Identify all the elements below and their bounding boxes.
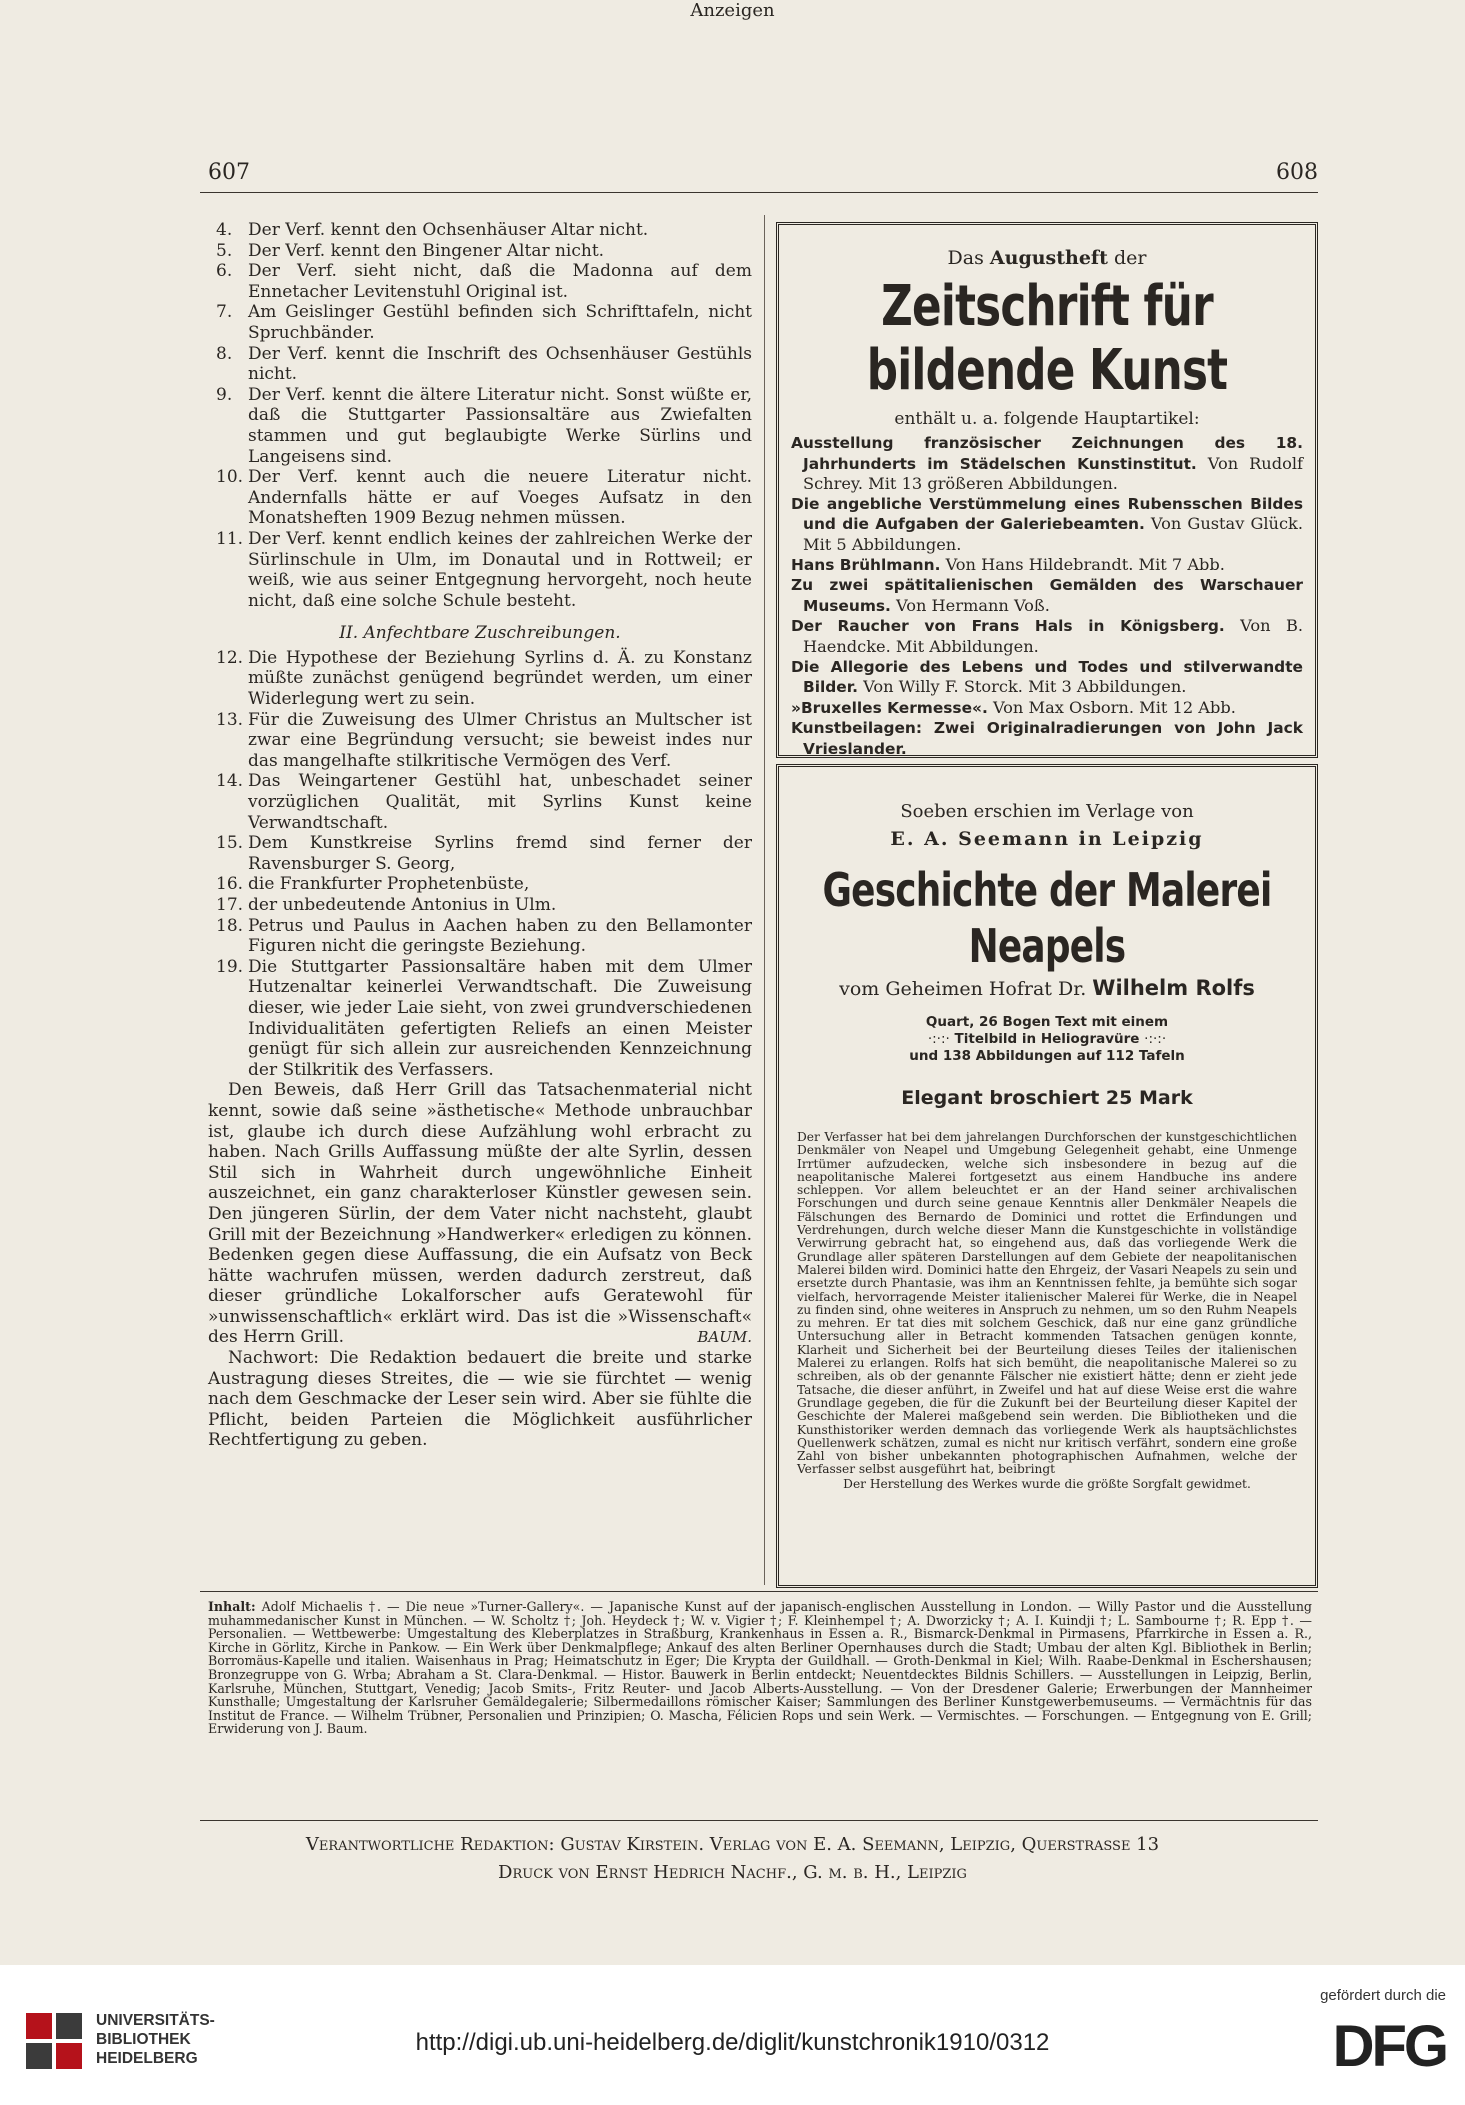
ad1-title: Zeitschrift für bildende Kunst	[866, 274, 1228, 403]
item-text: Der Verf. kennt endlich keines der zahlreichen Werke der Sürlinschule in Ulm, im Donautal und in Rottweil; er weiß, wie aus seiner Entgegnung hervorgeht, noch heute nicht, daß eine solche Schule besteht.	[248, 528, 752, 611]
section-heading: II. Anfechtbare Zuschreibungen.	[339, 623, 621, 644]
body-paragraph-text: Den Beweis, daß Herr Grill das Tatsachenmaterial nicht kennt, sowie daß seine »ästhetische« Methode unbrauchbar ist, glaube ich durch diese Aufzählung wohl erbracht zu haben. Nach Grills Auffassung müßte der alte Syrlin, dessen Stil sich in Wahrheit durch ungewöhnliche Einheit auszeichnet, ein ganz charakterloser Künstler gewesen sein. Den jüngeren Sürlin, der dem Vater nicht nachsteht, glaubt Grill mit der Bezeichnung »Handwerker« erledigen zu können. Bedenken gegen diese Auffassung, die ein Aufsatz von Beck hätte wachrufen müssen, werden dadurch zerstreut, daß dieser gründliche Lokalforscher aufs Geratewohl für »unwissenschaftlich« erklärt wird. Das ist die »Wissenschaft« des Herrn Grill.	[208, 1080, 752, 1348]
library-name-line1: UNIVERSITÄTS-	[96, 2012, 215, 2029]
ad2-title: Geschichte der Malerei Neapels	[822, 863, 1272, 973]
ad1-article-title: Ausstellung französischer Zeichnungen des 18. Jahrhunderts im Städelschen Kunstinstitut.	[791, 434, 1303, 473]
ad1-article-credit: Von Willy F. Storck. Mit 3 Abbildungen.	[863, 677, 1187, 697]
numbered-item	[208, 771, 752, 833]
numbered-item	[208, 302, 752, 343]
library-name-line3: HEIDELBERG	[96, 2050, 198, 2067]
item-number: 18.	[216, 915, 244, 936]
left-column	[208, 220, 752, 1451]
ad1-article-credit: Von Rudolf Schrey. Mit 13 größeren Abbildungen.	[803, 453, 1303, 494]
library-name-line2: BIBLIOTHEK	[96, 2031, 191, 2048]
numbered-item	[208, 833, 752, 874]
funding-note: gefördert durch die	[1320, 1987, 1446, 2004]
ad2-spec-2-text: Titelbild in Heliogravüre	[954, 1031, 1140, 1047]
item-text: Der Verf. sieht nicht, daß die Madonna auf dem Ennetacher Levitenstuhl Original ist.	[248, 261, 752, 302]
imprint-rule	[200, 1820, 1318, 1821]
numbered-item	[208, 916, 752, 957]
item-number: 11.	[216, 528, 244, 549]
numbered-item	[208, 895, 752, 916]
ad1-subtitle: enthält u. a. folgende Hauptartikel:	[894, 409, 1200, 429]
ad1-article-credit: Von Gustav Glück. Mit 5 Abbildungen.	[803, 514, 1303, 554]
numbered-item	[208, 344, 752, 385]
item-text: Dem Kunstkreise Syrlins fremd sind ferner der Ravensburger S. Georg,	[248, 833, 752, 874]
ad1-article	[791, 494, 1303, 555]
ad1-article-credit: Von Hans Hildebrandt. Mit 7 Abb.	[945, 554, 1225, 574]
ad1-article	[791, 718, 1303, 759]
ad2-spec-3: und 138 Abbildungen auf 112 Tafeln	[909, 1048, 1185, 1064]
item-text: die Frankfurter Prophetenbüste,	[248, 874, 530, 895]
numbered-item	[208, 957, 752, 1081]
ad1-intro	[779, 247, 1315, 269]
running-head: Anzeigen	[690, 0, 775, 21]
ad1-article-list	[779, 433, 1315, 760]
item-number: 12.	[216, 647, 244, 668]
ad1-intro-a: Das	[947, 247, 984, 269]
item-number: 17.	[216, 895, 244, 915]
source-url[interactable]: http://digi.ub.uni-heidelberg.de/diglit/kunstchronik1910/0312	[415, 2029, 1050, 2056]
advertisement-book	[776, 764, 1318, 1588]
ad1-article-credit: Von Max Osborn. Mit 12 Abb.	[992, 697, 1236, 717]
ad1-intro-c: der	[1113, 247, 1147, 269]
ad2-spec-1: Quart, 26 Bogen Text mit einem	[925, 1014, 1169, 1030]
ad2-price: Elegant broschiert 25 Mark	[901, 1087, 1193, 1109]
numbered-item	[208, 241, 752, 262]
ad1-article-title: Die angebliche Verstümmelung eines Rubensschen Bildes und die Aufgaben der Galeriebeamten.	[791, 494, 1303, 534]
numbered-item	[208, 710, 752, 772]
numbered-item	[208, 220, 752, 241]
ad1-article-credit: Von B. Haendcke. Mit Abbildungen.	[803, 616, 1303, 656]
ad2-publisher: E. A. Seemann in Leipzig	[890, 828, 1204, 850]
numbered-item	[208, 529, 752, 611]
ad2-closing: Der Herstellung des Werkes wurde die größte Sorgfalt gewidmet.	[843, 1476, 1251, 1491]
page-number-left: 607	[208, 160, 250, 185]
ad1-article-title: Zu zwei spätitalienischen Gemälden des Warschauer Museums.	[791, 576, 1303, 615]
item-number: 16.	[216, 874, 244, 895]
item-number: 19.	[216, 956, 244, 977]
item-text: Am Geislinger Gestühl befinden sich Schrifttafeln, nicht Spruchbänder.	[248, 302, 752, 343]
digitization-footer	[0, 1965, 1465, 2105]
imprint-editorial: Verantwortliche Redaktion: Gustav Kirstein. Verlag von E. A. Seemann, Leipzig, Querstraße 13	[305, 1834, 1160, 1855]
numbered-item	[208, 874, 752, 895]
ad1-article-title: Kunstbeilagen: Zwei Originalradierungen von John Jack Vrieslander.	[791, 719, 1303, 758]
ad2-spec-2: ·:·:· Titelbild in Heliogravüre ·:·:·	[927, 1031, 1167, 1047]
contents-rule	[200, 1591, 1318, 1592]
item-number: 9.	[216, 384, 233, 405]
ad1-article-title: »Bruxelles Kermesse«.	[791, 698, 988, 717]
numbered-item	[208, 385, 752, 467]
item-text: Der Verf. kennt den Ochsenhäuser Altar nicht.	[248, 220, 649, 240]
item-text: Die Stuttgarter Passionsaltäre haben mit dem Ulmer Hutzenaltar keinerlei Verwandtschaft. Die Zuweisung dieser, wie jeder Laie sieht, von zwei grundverschiedenen Individualitäten gefertigten Reliefs an einen Meister genügt für sich allein zur ausreichenden Kennzeichnung der Stilkritik des Verfassers.	[248, 956, 752, 1080]
author-signature: BAUM.	[697, 1328, 752, 1347]
item-text: Der Verf. kennt die ältere Literatur nicht. Sonst wüßte er, daß die Stuttgarter Passionsaltäre aus Zwiefalten stammen und gut beglaubigte Werke Sürlins und Langeisens sind.	[248, 384, 752, 467]
ad1-article	[791, 616, 1303, 656]
item-number: 15.	[216, 833, 244, 854]
ad2-line1: Soeben erschien im Verlage von	[900, 801, 1194, 822]
issue-contents	[208, 1600, 1312, 1736]
dfg-logo: DFG	[1332, 2014, 1446, 2079]
ad1-article	[791, 698, 1303, 719]
ad2-description: Der Verfasser hat bei dem jahrelangen Durchforschen der kunstgeschichtlichen Denkmäler von Neapel und Umgebung Gelegenheit gehabt, eine Unmenge Irrtümer aufzudecken, welche sich insbesondere in bezug auf die neapolitanische Malerei fortgesetzt aus einem Handbuche ins andere schleppen. Vor allem beleuchtet er an der Hand seiner archivalischen Forschungen und durch seine genaue Kenntnis aller Denkmäler Neapels die Fälschungen des Bernardo de Dominici und rottet die Erfindungen und Verdrehungen, durch welche dieser Mann die Kunstgeschichte in vollständige Verwirrung gebracht hat, so eingehend aus, daß das vorliegende Werk die Grundlage aller späteren Darstellungen auf dem Gebiete der neapolitanischen Malerei bilden wird. Dominici hatte den Ehrgeiz, der Vasari Neapels zu sein und ersetzte durch Phantasie, was ihm an Kenntnissen fehlte, ja bemühte sich sogar vielfach, hervorragende Meister italienischer Malerei für Werke, die in Neapel zu finden sind, ohne weiteres in Anspruch zu nehmen, um so den Ruhm Neapels zu mehren. Er tat dies mit solchem Geschick, daß nur eine ganz gründliche Untersuchung aller in Betracht kommenden Tatsachen genügen konnte, Klarheit und Sicherheit bei der Beurteilung dieses Teiles der italienischen Malerei zu erlangen. Rolfs hat sich bemüht, die neapolitanische Malerei so zu schreiben, als ob der genannte Fälscher nie existiert hätte; denn er zieht jede Tatsache, die dieser anführt, in Zweifel und hat auf diese Weise erst die wahre Grundlage gegeben, die für die Zukunft bei der Beurteilung dieser Kapitel der Geschichte der Malerei maßgebend sein werden. Die Bibliotheken und die Kunsthistoriker werden demnach das vorliegende Werk als hauptsächlichstes Quellenwerk schätzen, zumal es nicht nur kritisch verfährt, sondern eine große Zahl von bisher unbekannten photographischen Aufnahmen, welche der Verfasser selbst ausgeführt hat, beibringt	[797, 1130, 1297, 1477]
item-number: 8.	[216, 343, 233, 364]
item-text: Die Hypothese der Beziehung Syrlins d. Ä. zu Konstanz müßte zunächst genügend begründet werden, um einer Widerlegung wert zu sein.	[248, 647, 752, 710]
ad1-article	[791, 575, 1303, 616]
ad1-article-title: Hans Brühlmann.	[791, 555, 941, 574]
item-text: der unbedeutende Antonius in Ulm.	[248, 895, 557, 915]
item-number: 4.	[216, 220, 233, 240]
ad2-author-prefix: vom Geheimen Hofrat Dr.	[839, 978, 1087, 1000]
ad1-article-title: Der Raucher von Frans Hals in Königsberg.	[791, 617, 1225, 636]
item-text: Der Verf. kennt den Bingener Altar nicht.	[248, 240, 605, 261]
numbered-list-b	[208, 648, 752, 1080]
item-number: 14.	[216, 771, 244, 792]
imprint-printer: Druck von Ernst Hedrich Nachf., G. m. b. H., Leipzig	[498, 1862, 967, 1883]
item-number: 5.	[216, 240, 233, 261]
numbered-list-a	[208, 220, 752, 611]
numbered-item	[208, 261, 752, 302]
ad1-article	[791, 433, 1303, 494]
item-text: Der Verf. kennt auch die neuere Literatur nicht. Andernfalls hätte er auf Voeges Aufsatz in den Monatsheften 1909 Bezug nehmen müssen.	[248, 467, 752, 529]
ad1-intro-b: Augustheft	[989, 247, 1108, 269]
item-number: 10.	[216, 467, 244, 488]
ad1-article	[791, 555, 1303, 576]
ad2-specs	[779, 1014, 1315, 1065]
postscript-paragraph: Nachwort: Die Redaktion bedauert die breite und starke Austragung dieses Streites, die — wie sie fürchtet — wenig nach dem Geschmacke der Leser sein wird. Aber sie fühlte die Pflicht, beiden Parteien die Möglichkeit ausführlicher Rechtfertigung zu geben.	[208, 1348, 752, 1451]
header-rule	[200, 192, 1318, 193]
numbered-item	[208, 648, 752, 710]
item-text: Für die Zuweisung des Ulmer Christus an Multscher ist zwar eine Begründung versucht; sie beweist indes nur das mangelhafte stilkritische Vermögen des Verf.	[248, 709, 752, 771]
numbered-item	[208, 467, 752, 529]
item-text: Der Verf. kennt die Inschrift des Ochsenhäuser Gestühls nicht.	[248, 343, 752, 385]
item-number: 6.	[216, 261, 233, 282]
ad1-article	[791, 657, 1303, 698]
advertisement-journal	[776, 222, 1318, 758]
contents-text: Adolf Michaelis †. — Die neue »Turner-Gallery«. — Japanische Kunst auf der japanisch-englischen Ausstellung in London. — Willy Pastor und die Ausstellung muhammedanischer Kunst in München. — W. Scholtz †; Joh. Heydeck †; W. v. Vigier †; F. Kleinhempel †; A. Dworzicky †; A. I. Kuindji †; L. Sambourne †; R. Epp †. — Personalien. — Wettbewerbe: Umgestaltung des Kleberplatzes in Straßburg, Krankenhaus in Essen a. R., Bismarck-Denkmal in Pirmasens, Pfarrkirche in Essen a. R., Kirche in Görlitz, Kirche in Pankow. — Ein Werk über Denkmalpflege; Ankauf des alten Berliner Opernhauses durch die Stadt; Umbau der alten Kgl. Bibliothek in Berlin; Borromäus-Kapelle und italien. Waisenhaus in Prag; Heimatschutz in Eger; Die Krypta der Guildhall. — Groth-Denkmal in Kiel; Wilh. Raabe-Denkmal in Eschershausen; Bronzegruppe von G. Wrba; Abraham a St. Clara-Denkmal. — Histor. Bauwerk in Berlin entdeckt; Neuentdecktes Bildnis Schillers. — Ausstellungen in Leipzig, Berlin, Karlsruhe, München, Stuttgart, Venedig; Jacob Smits-, Fritz Reuter- und Jacob Alberts-Ausstellung. — Von der Dresdener Galerie; Erwerbungen der Mannheimer Kunsthalle; Umgestaltung der Karlsruher Gemäldegalerie; Silbermedaillons römischer Kaiser; Sammlungen des Berliner Kunstgewerbemuseums. — Vermächtnis für das Institut de France. — Wilhelm Trübner, Personalien und Prinzipien; O. Mascha, Félicien Rops und sein Werk. — Vermischtes. — Forschungen. — Entgegnung von E. Grill; Erwiderung von J. Baum.	[208, 1599, 1312, 1737]
column-divider	[764, 215, 765, 1585]
item-number: 7.	[216, 302, 233, 323]
contents-label: Inhalt:	[208, 1599, 256, 1614]
page-number-right: 608	[1276, 160, 1318, 185]
item-number: 13.	[216, 709, 244, 730]
item-text: Petrus und Paulus in Aachen haben zu den Bellamonter Figuren nicht die geringste Beziehung.	[248, 915, 752, 957]
body-paragraph	[208, 1080, 752, 1348]
ad2-author: Wilhelm Rolfs	[1092, 976, 1255, 1000]
ad2-author-line	[779, 976, 1315, 1000]
ad1-article-title: Die Allegorie des Lebens und Todes und stilverwandte Bilder.	[791, 657, 1303, 697]
item-text: Das Weingartener Gestühl hat, unbeschadet seiner vorzüglichen Qualität, mit Syrlins Kunst keine Verwandtschaft.	[248, 771, 752, 833]
ad1-article-credit: Von Hermann Voß.	[896, 595, 1050, 615]
